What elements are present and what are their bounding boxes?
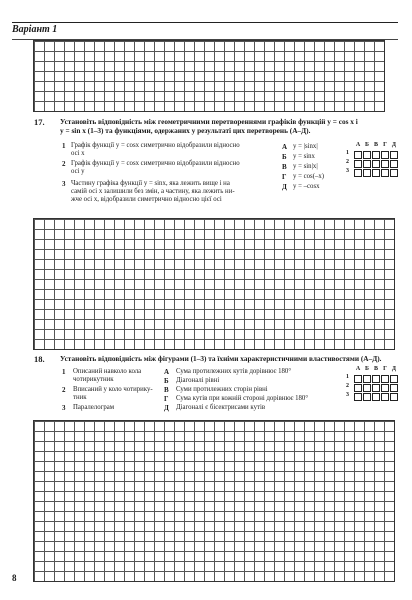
q18-item-3-num: 3 <box>62 404 66 412</box>
q17-item-3-line3: жче осі x, відобразили симетрично відносно цієї осі <box>71 196 222 203</box>
q17-option-b-text: y = sinx <box>293 153 315 160</box>
q18-answer-header-d: Д <box>391 366 397 372</box>
q18-answer-cell[interactable] <box>372 393 380 401</box>
q17-answer-header-a: А <box>355 142 361 148</box>
q17-answer-cell[interactable] <box>372 151 380 159</box>
q17-answer-cell[interactable] <box>363 151 371 159</box>
q18-answer-header-b: Б <box>365 366 369 372</box>
q18-answer-cell[interactable] <box>354 384 362 392</box>
q18-answer-cell[interactable] <box>390 375 398 383</box>
q18-option-a-text: Сума протилежних кутів дорівнює 180° <box>176 368 292 375</box>
q18-answer-row-2-label: 2 <box>346 383 349 389</box>
q17-option-a-letter: А <box>282 143 288 151</box>
q17-answer-row-1-label: 1 <box>346 150 349 156</box>
q17-item-1-line2: осі x <box>71 150 85 157</box>
q17-item-2-num: 2 <box>62 160 66 168</box>
q18-answer-cell[interactable] <box>354 393 362 401</box>
q18-answer-cell[interactable] <box>363 375 371 383</box>
q18-answer-header-g: Г <box>383 366 387 372</box>
q17-item-3-num: 3 <box>62 180 66 188</box>
q17-option-g-text: y = cos(–x) <box>293 173 325 180</box>
q18-answer-row-3-label: 3 <box>346 392 349 398</box>
q18-item-2-num: 2 <box>62 386 66 394</box>
q18-answer-cell[interactable] <box>390 384 398 392</box>
q18-item-3-line1: Паралелограм <box>73 404 115 411</box>
q18-answer-table <box>346 366 406 402</box>
q17-answer-cell[interactable] <box>390 151 398 159</box>
q17-answer-cell[interactable] <box>363 169 371 177</box>
q18-answer-cell[interactable] <box>381 375 389 383</box>
q17-option-v-letter: В <box>282 163 287 171</box>
q17-answer-cell[interactable] <box>390 169 398 177</box>
question-18-number: 18. <box>34 354 45 364</box>
q17-item-2-line2: осі y <box>71 168 85 175</box>
q18-option-v-text: Суми протилежних сторін рівні <box>176 386 268 393</box>
q18-answer-cell[interactable] <box>372 375 380 383</box>
q18-answer-cell[interactable] <box>363 384 371 392</box>
q17-answer-cell[interactable] <box>381 160 389 168</box>
q18-answer-cell[interactable] <box>363 393 371 401</box>
q18-answer-row-1-label: 1 <box>346 374 349 380</box>
variant-title: Варіант 1 <box>12 24 58 35</box>
q17-answer-cell[interactable] <box>354 160 362 168</box>
q17-answer-cell[interactable] <box>363 160 371 168</box>
q18-option-g-letter: Г <box>164 395 169 403</box>
q18-answer-cell[interactable] <box>381 393 389 401</box>
page-number: 8 <box>12 573 17 583</box>
q17-answer-header-d: Д <box>391 142 397 148</box>
scratch-grid-bottom <box>33 420 395 582</box>
question-17-text-line2: y = sin x (1–3) та функціями, одержаних у результаті цих перетворень (А–Д). <box>60 126 311 135</box>
scratch-grid-top <box>33 40 385 112</box>
q17-answer-header-v: В <box>373 142 378 148</box>
q18-option-g-text: Сума кутів при кожній стороні дорівнює 180° <box>176 395 309 402</box>
q18-answer-cell[interactable] <box>390 393 398 401</box>
q17-item-1-num: 1 <box>62 142 66 150</box>
q17-answer-cell[interactable] <box>381 169 389 177</box>
q17-answer-cell[interactable] <box>372 169 380 177</box>
q18-item-2-line2: тник <box>73 394 87 401</box>
q18-item-2-line1: Вписаний у коло чотирику- <box>73 386 153 393</box>
q17-answer-table <box>346 142 406 178</box>
q18-option-d-text: Діагоналі є бісектрисами кутів <box>176 404 266 411</box>
q18-option-v-letter: В <box>164 386 169 394</box>
q17-answer-cell[interactable] <box>354 151 362 159</box>
q17-answer-cell[interactable] <box>381 151 389 159</box>
question-18-text-line1: Установіть відповідність між фігурами (1–3) та їхніми характеристичними властивостями (А–Д). <box>60 354 382 363</box>
q18-answer-header-a: А <box>355 366 361 372</box>
q18-answer-cell[interactable] <box>354 375 362 383</box>
q17-answer-row-3-label: 3 <box>346 168 349 174</box>
q17-option-a-text: y = |sinx| <box>293 143 318 150</box>
q17-item-2-line1: Графік функції y = cosx симетрично відобразили відносно <box>71 160 240 167</box>
question-17-number: 17. <box>34 117 45 127</box>
q17-option-v-text: y = sin|x| <box>293 163 318 170</box>
q18-answer-cell[interactable] <box>372 384 380 392</box>
q17-answer-cell[interactable] <box>372 160 380 168</box>
q17-option-d-text: y = –cosx <box>293 183 320 190</box>
q17-option-g-letter: Г <box>282 173 287 181</box>
q17-answer-header-g: Г <box>383 142 387 148</box>
q17-item-1-line1: Графік функції y = cosx симетрично відобразили відносно <box>71 142 240 149</box>
q17-item-3-line2: самій осі x залишили без змін, а частину, яка лежить ни- <box>71 188 235 195</box>
header-rule <box>12 22 398 40</box>
q18-item-1-line2: чотирикутник <box>73 376 114 383</box>
question-17-text-line1: Установіть відповідність між геометричними перетвореннями графіків функцій y = cos x і <box>60 117 358 126</box>
q18-answer-header-v: В <box>373 366 378 372</box>
q18-answer-cell[interactable] <box>381 384 389 392</box>
scratch-grid-middle <box>33 218 395 350</box>
q17-answer-header-b: Б <box>365 142 369 148</box>
q17-answer-row-2-label: 2 <box>346 159 349 165</box>
q17-item-3-line1: Частину графіка функції y = sinx, яка лежить вище і на <box>71 180 230 187</box>
q17-option-b-letter: Б <box>282 153 287 161</box>
q17-answer-cell[interactable] <box>354 169 362 177</box>
q18-item-1-line1: Описаний навколо кола <box>73 368 142 375</box>
q18-option-d-letter: Д <box>164 404 169 412</box>
q17-option-d-letter: Д <box>282 183 287 191</box>
q17-answer-cell[interactable] <box>390 160 398 168</box>
q18-option-b-text: Діагоналі рівні <box>176 377 220 384</box>
q18-option-b-letter: Б <box>164 377 169 385</box>
q18-item-1-num: 1 <box>62 368 66 376</box>
q18-option-a-letter: А <box>164 368 170 376</box>
